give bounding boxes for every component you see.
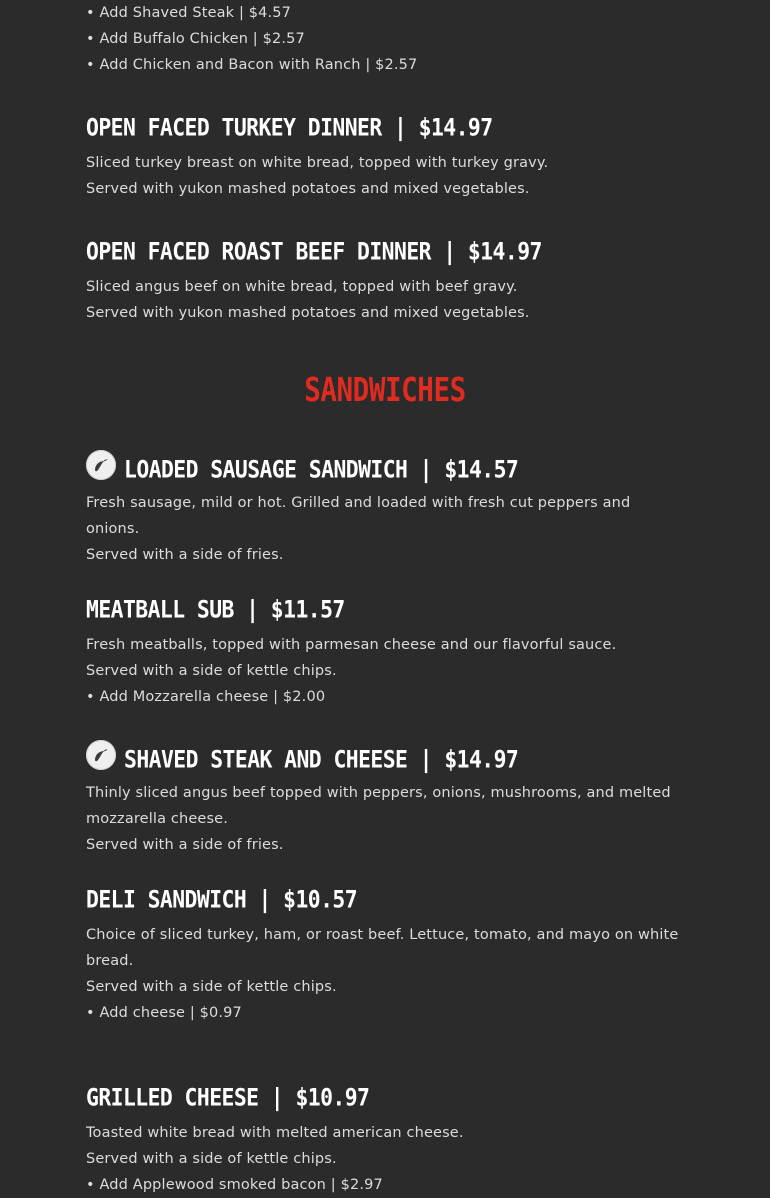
menu-item-title-row — [86, 450, 684, 482]
addon-item: • Add Applewood smoked bacon | $2.97 — [86, 1177, 383, 1193]
spacer — [86, 568, 684, 596]
menu-item-description-line: Sliced angus beef on white bread, topped with beef gravy. — [86, 279, 518, 295]
menu-item-description-line: Served with yukon mashed potatoes and mixed vegetables. — [86, 181, 530, 197]
spacer — [86, 710, 684, 740]
menu-item-title: SHAVED STEAK AND CHEESE | $14.97 — [124, 746, 519, 774]
spacer — [86, 858, 684, 886]
menu-item-grilled-cheese — [86, 1084, 684, 1198]
menu-item-shaved-steak-and-cheese — [86, 740, 684, 858]
addon-item: • Add Shaved Steak | $4.57 — [86, 5, 292, 21]
spacer — [86, 78, 684, 114]
menu-item-title: DELI SANDWICH | $10.57 — [86, 886, 358, 914]
menu-item-description-line: Thinly sliced angus beef topped with peppers, onions, mushrooms, and melted — [86, 785, 671, 801]
addon-list-top — [86, 0, 684, 78]
menu-item-description-line: Toasted white bread with melted american cheese. — [86, 1125, 464, 1141]
menu-item-description-line: Choice of sliced turkey, ham, or roast beef. Lettuce, tomato, and mayo on white bread. — [86, 927, 679, 969]
menu-item-title: MEATBALL SUB | $11.57 — [86, 596, 345, 624]
addon-item: • Add Buffalo Chicken | $2.57 — [86, 31, 305, 47]
menu-item-deli-sandwich — [86, 886, 684, 1026]
menu-item-description-line: Served with yukon mashed potatoes and mixed vegetables. — [86, 305, 530, 321]
menu-item-description-line: Fresh meatballs, topped with parmesan cheese and our flavorful sauce. — [86, 637, 617, 653]
chili-pepper-icon — [86, 450, 116, 480]
addon-item: • Add Chicken and Bacon with Ranch | $2.57 — [86, 57, 418, 73]
menu-item-open-faced-roast-beef-dinner — [86, 238, 684, 326]
spacer — [86, 326, 684, 374]
menu-item-description-line: Served with a side of fries. — [86, 547, 284, 563]
menu-item-description-line: mozzarella cheese. — [86, 811, 229, 827]
menu-item-title: OPEN FACED ROAST BEEF DINNER | $14.97 — [86, 238, 542, 266]
menu-item-open-faced-turkey-dinner — [86, 114, 684, 202]
chili-pepper-icon — [86, 740, 116, 770]
menu-item-title: LOADED SAUSAGE SANDWICH | $14.57 — [124, 456, 519, 484]
menu-item-title-row — [86, 740, 684, 772]
menu-item-description-line: Served with a side of fries. — [86, 837, 284, 853]
menu-item-meatball-sub — [86, 596, 684, 710]
menu-item-title: GRILLED CHEESE | $10.97 — [86, 1084, 370, 1112]
section-heading-sandwiches: SANDWICHES — [304, 371, 466, 410]
spacer — [86, 408, 684, 450]
spacer — [86, 202, 684, 238]
menu-item-description-line: Served with a side of kettle chips. — [86, 1151, 337, 1167]
menu-item-loaded-sausage-sandwich — [86, 450, 684, 568]
menu-item-description-line: Served with a side of kettle chips. — [86, 979, 337, 995]
addon-item: • Add cheese | $0.97 — [86, 1005, 242, 1021]
menu-item-description-line: Fresh sausage, mild or hot. Grilled and loaded with fresh cut peppers and onions. — [86, 495, 631, 537]
menu-item-description-line: Sliced turkey breast on white bread, topped with turkey gravy. — [86, 155, 549, 171]
menu-item-description-line: Served with a side of kettle chips. — [86, 663, 337, 679]
menu-item-title: OPEN FACED TURKEY DINNER | $14.97 — [86, 114, 493, 142]
addon-item: • Add Mozzarella cheese | $2.00 — [86, 689, 326, 705]
spacer — [86, 1026, 684, 1084]
